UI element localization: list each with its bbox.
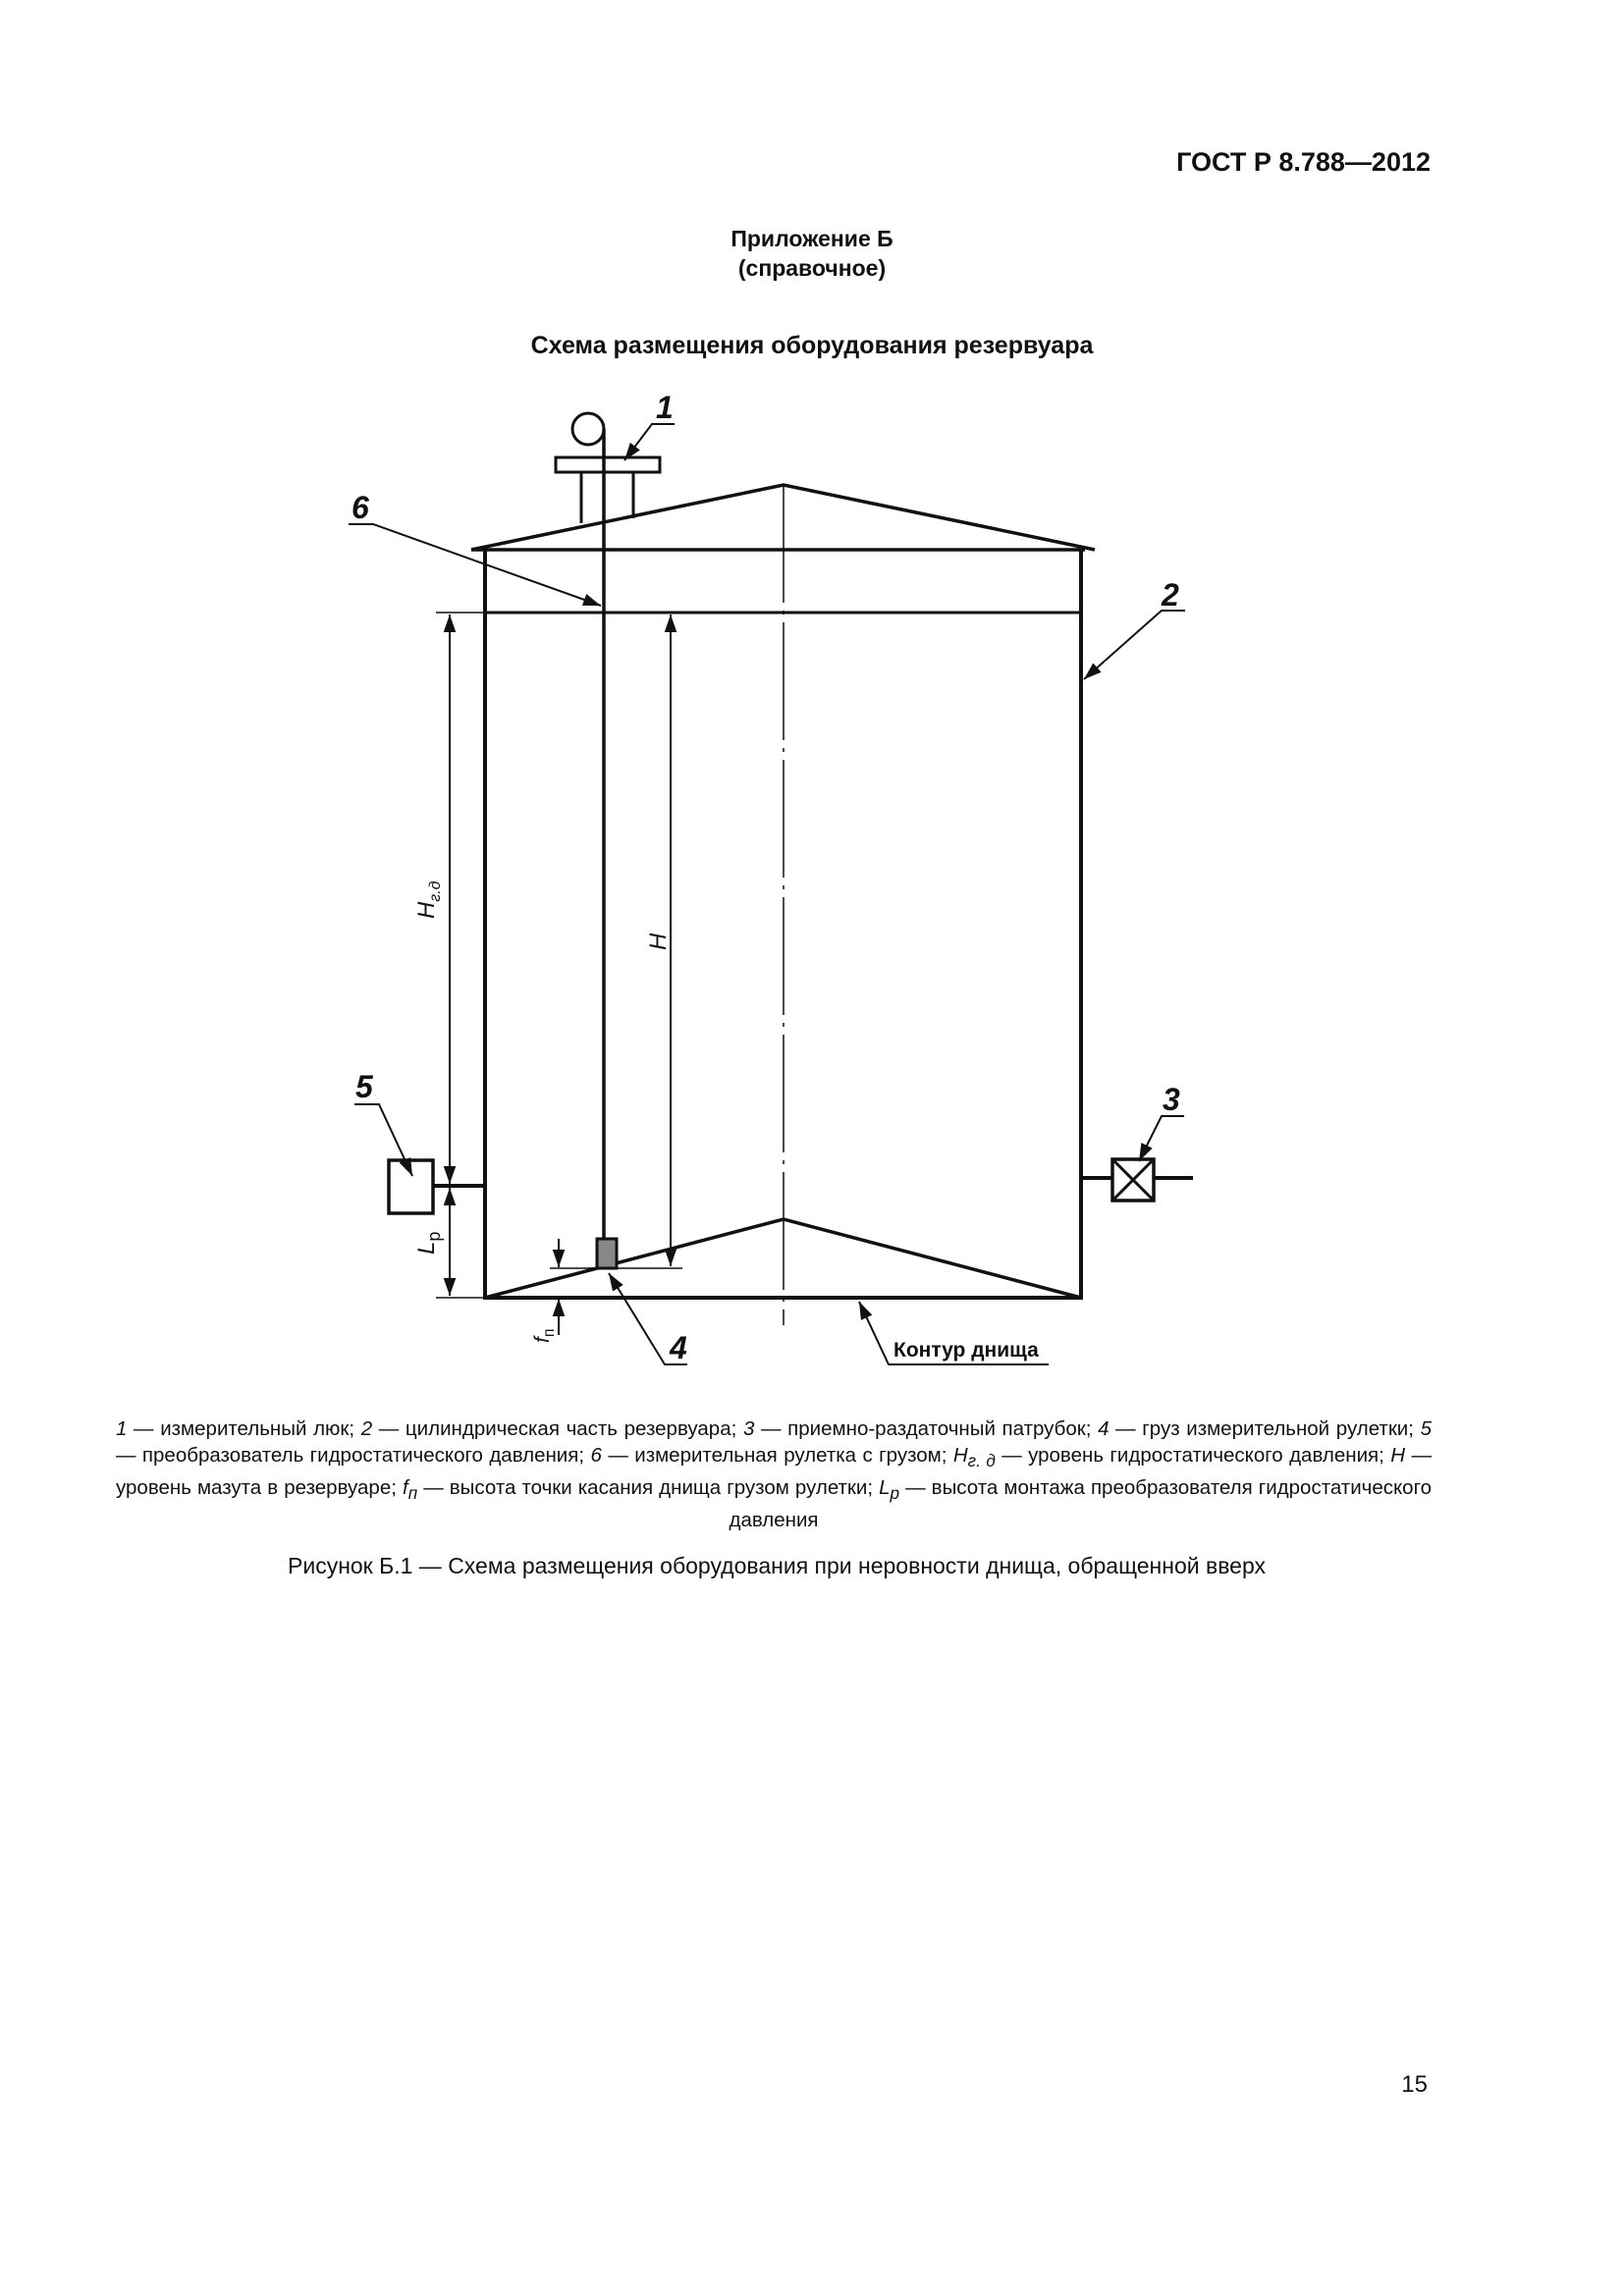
appendix-title: Приложение Б [731, 226, 893, 251]
measuring-hatch [556, 413, 660, 523]
page-number: 15 [1401, 2071, 1428, 2098]
callout-3: 3 [1163, 1082, 1180, 1117]
dim-label-l-p: $L_р$ [413, 1231, 444, 1255]
appendix-subtitle: (справочное) [737, 255, 887, 281]
pressure-transducer [389, 1160, 433, 1213]
dim-label-h: H [645, 933, 672, 950]
dim-label-f-p: $f_п$ [531, 1328, 558, 1343]
callout-4: 4 [670, 1330, 687, 1365]
leader-3 [1139, 1116, 1184, 1161]
leader-6 [349, 524, 601, 606]
figure-legend: 1 — измерительный люк; 2 — цилиндрическая часть резервуара; 3 — приемно-раздаточный патрубок; 4 — груз измерительной рулетки; 5 — преобразователь гидростатического давления; 6 — измерительная рулетка с грузом; $H_{г. д}$ — уровень гидростатического давления; H — уровень мазута в резервуаре; $f_п$ — высота точки касания днища грузом рулетки; $L_p$ — высота монтажа преобразователя гидростатического давления [116, 1417, 1433, 1532]
figure-caption: Рисунок Б.1 — Схема размещения оборудования при неровности днища, обращенной вверх [288, 1553, 1266, 1578]
document-code: ГОСТ Р 8.788—2012 [1176, 147, 1431, 177]
dim-label-h-gd: $H_{г.д}$ [413, 881, 444, 919]
callout-2: 2 [1162, 577, 1179, 613]
leader-5 [354, 1104, 412, 1176]
inlet-outlet-nozzle [1081, 1159, 1193, 1201]
bottom-contour-label: Контур днища [893, 1339, 1039, 1362]
tape-weight [597, 1239, 617, 1268]
callout-5: 5 [355, 1069, 373, 1104]
callout-1: 1 [656, 390, 674, 425]
leader-2 [1084, 611, 1185, 679]
leader-1 [624, 424, 675, 460]
callout-6: 6 [352, 490, 369, 525]
scheme-title: Схема размещения оборудования резервуара [530, 332, 1094, 359]
